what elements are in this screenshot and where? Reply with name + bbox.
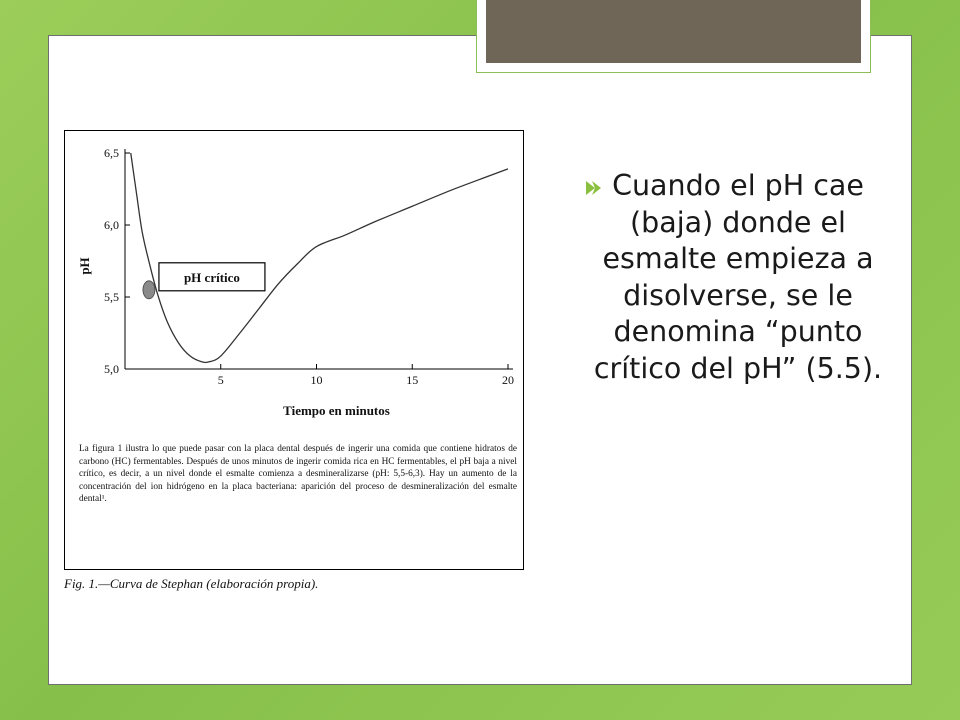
- x-tick-label-3: 20: [502, 373, 514, 387]
- bullet-text: Cuando el pH cae (baja) donde el esmalte empieza a disolverse, se le denomina “punto crítico del pH” (5.5).: [593, 169, 883, 385]
- stephan-curve-line: [131, 153, 508, 363]
- x-axis-label: Tiempo en minutos: [283, 403, 390, 418]
- y-tick-label-3: 6,5: [104, 146, 119, 160]
- stephan-curve-figure: [64, 130, 524, 570]
- title-tab: [486, 0, 861, 63]
- y-tick-label-1: 5,5: [104, 290, 119, 304]
- stephan-curve-chart: [65, 131, 525, 441]
- figure-caption-body: La figura 1 ilustra lo que puede pasar con la placa dental después de ingerir una comida que contiene hidratos de carbono (HC) fermentables. Después de unos minutos de ingerir comida rica en HC fermentables, el pH baja a nivel crítico, es decir, a un nivel donde el esmalte comienza a desmineralizarse (pH: 5,5-6,3). Hay un aumento de la concentración del ion hidrógeno en la placa bacteriana: aparición del proceso de desmineralización del esmalte dental¹.: [79, 444, 517, 505]
- x-tick-label-2: 15: [406, 373, 419, 387]
- x-tick-label-0: 5: [217, 373, 224, 387]
- y-tick-label-2: 6,0: [104, 218, 119, 232]
- critical-ph-marker: [143, 281, 155, 299]
- y-tick-label-0: 5,0: [104, 362, 119, 376]
- x-tick-label-1: 10: [310, 373, 323, 387]
- figure-caption: Fig. 1.—Curva de Stephan (elaboración propia).: [64, 576, 319, 591]
- critical-ph-label: pH crítico: [183, 269, 240, 285]
- y-axis-label: pH: [77, 257, 92, 275]
